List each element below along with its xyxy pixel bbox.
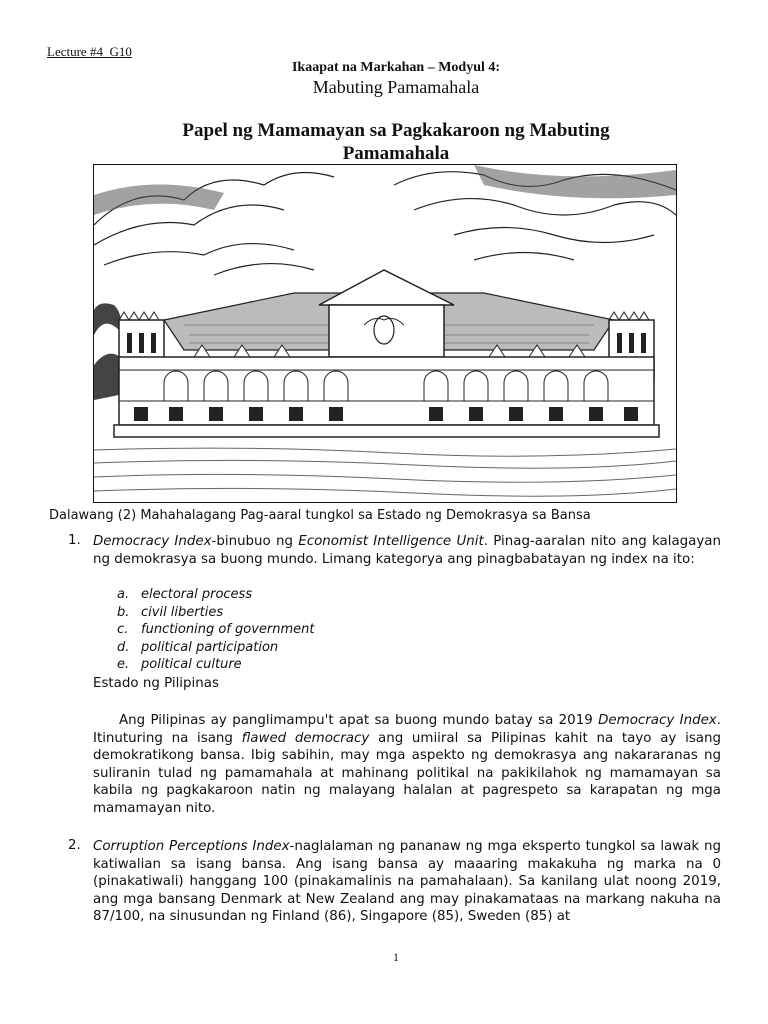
list-item: d. political participation [117,639,279,655]
quarter-module-heading: Ikaapat na Markahan – Modyul 4: [291,60,501,75]
item-1-number: 1. [68,533,81,548]
lecture-label: Lecture #4_G10 [47,44,132,59]
subheading-estado: Estado ng Pilipinas [93,676,219,691]
list-item: b. civil liberties [117,604,224,620]
intro-text: Dalawang (2) Mahahalagang Pag-aaral tungkol sa Estado ng Demokrasya sa Bansa [49,508,591,523]
categories-list [117,586,314,674]
page-title-line-1: Papel ng Mamamayan sa Pagkakaroon ng Mabuting [182,120,610,141]
estado-paragraph: Ang Pilipinas ay panglimampu't apat sa buong mundo batay sa 2019 Democracy Index. Itinuturing na isang flawed democracy ang umiiral sa Pilipinas kahit na tayo ay isang demokratikong bansa. Ibig sabihin, may mga aspekto ng demokrasya ang nakararanas ng suliranin tulad ng pamamahala at mahinang politikal na pakikilahok ng mamamayan sa kabila ng pagkakaroon natin ng malayang halalan at pagrespeto sa karapatan ng mga mamamayan nito. [93,713,721,816]
economist-intelligence-unit: Economist Intelligence Unit [298,534,484,549]
democracy-index-term: Democracy Index [93,534,212,549]
item-2-text: Corruption Perceptions Index-naglalaman ng pananaw ng mga eksperto tungkol sa lawak ng katiwalian sa isang bansa. Ang isang bansa ay maaaring makakuha ng marka na 0 (pinakatiwali) hanggang 100 (pinakamalinis na pamahalaan). Sa kanilang ulat noong 2019, ang mga bansang Denmark at New Zealand ang may pinakamataas na markang nakuha na 87/100, na sinusundan ng Finland (86), Singapore (85), Sweden (85) at [93,839,721,924]
item-2-number: 2. [68,838,81,853]
building-illustration [93,164,677,503]
page-number: 1 [393,950,399,964]
list-item: a. electoral process [117,587,253,602]
page-title-line-2: Pamamahala [342,143,450,164]
cpi-term: Corruption Perceptions Index [93,839,290,854]
list-item: e. political culture [117,657,242,672]
building-drawing [94,165,676,502]
page-title [100,119,692,165]
list-item: c. functioning of government [117,622,315,637]
module-title: Mabuting Pamamahala [312,77,480,97]
item-1-text: Democracy Index-binubuo ng Economist Intelligence Unit. Pinag-aaralan nito ang kalagayan ng demokrasya sa buong mundo. Limang kategorya ang pinagbabatayan ng index na ito: [93,534,721,567]
